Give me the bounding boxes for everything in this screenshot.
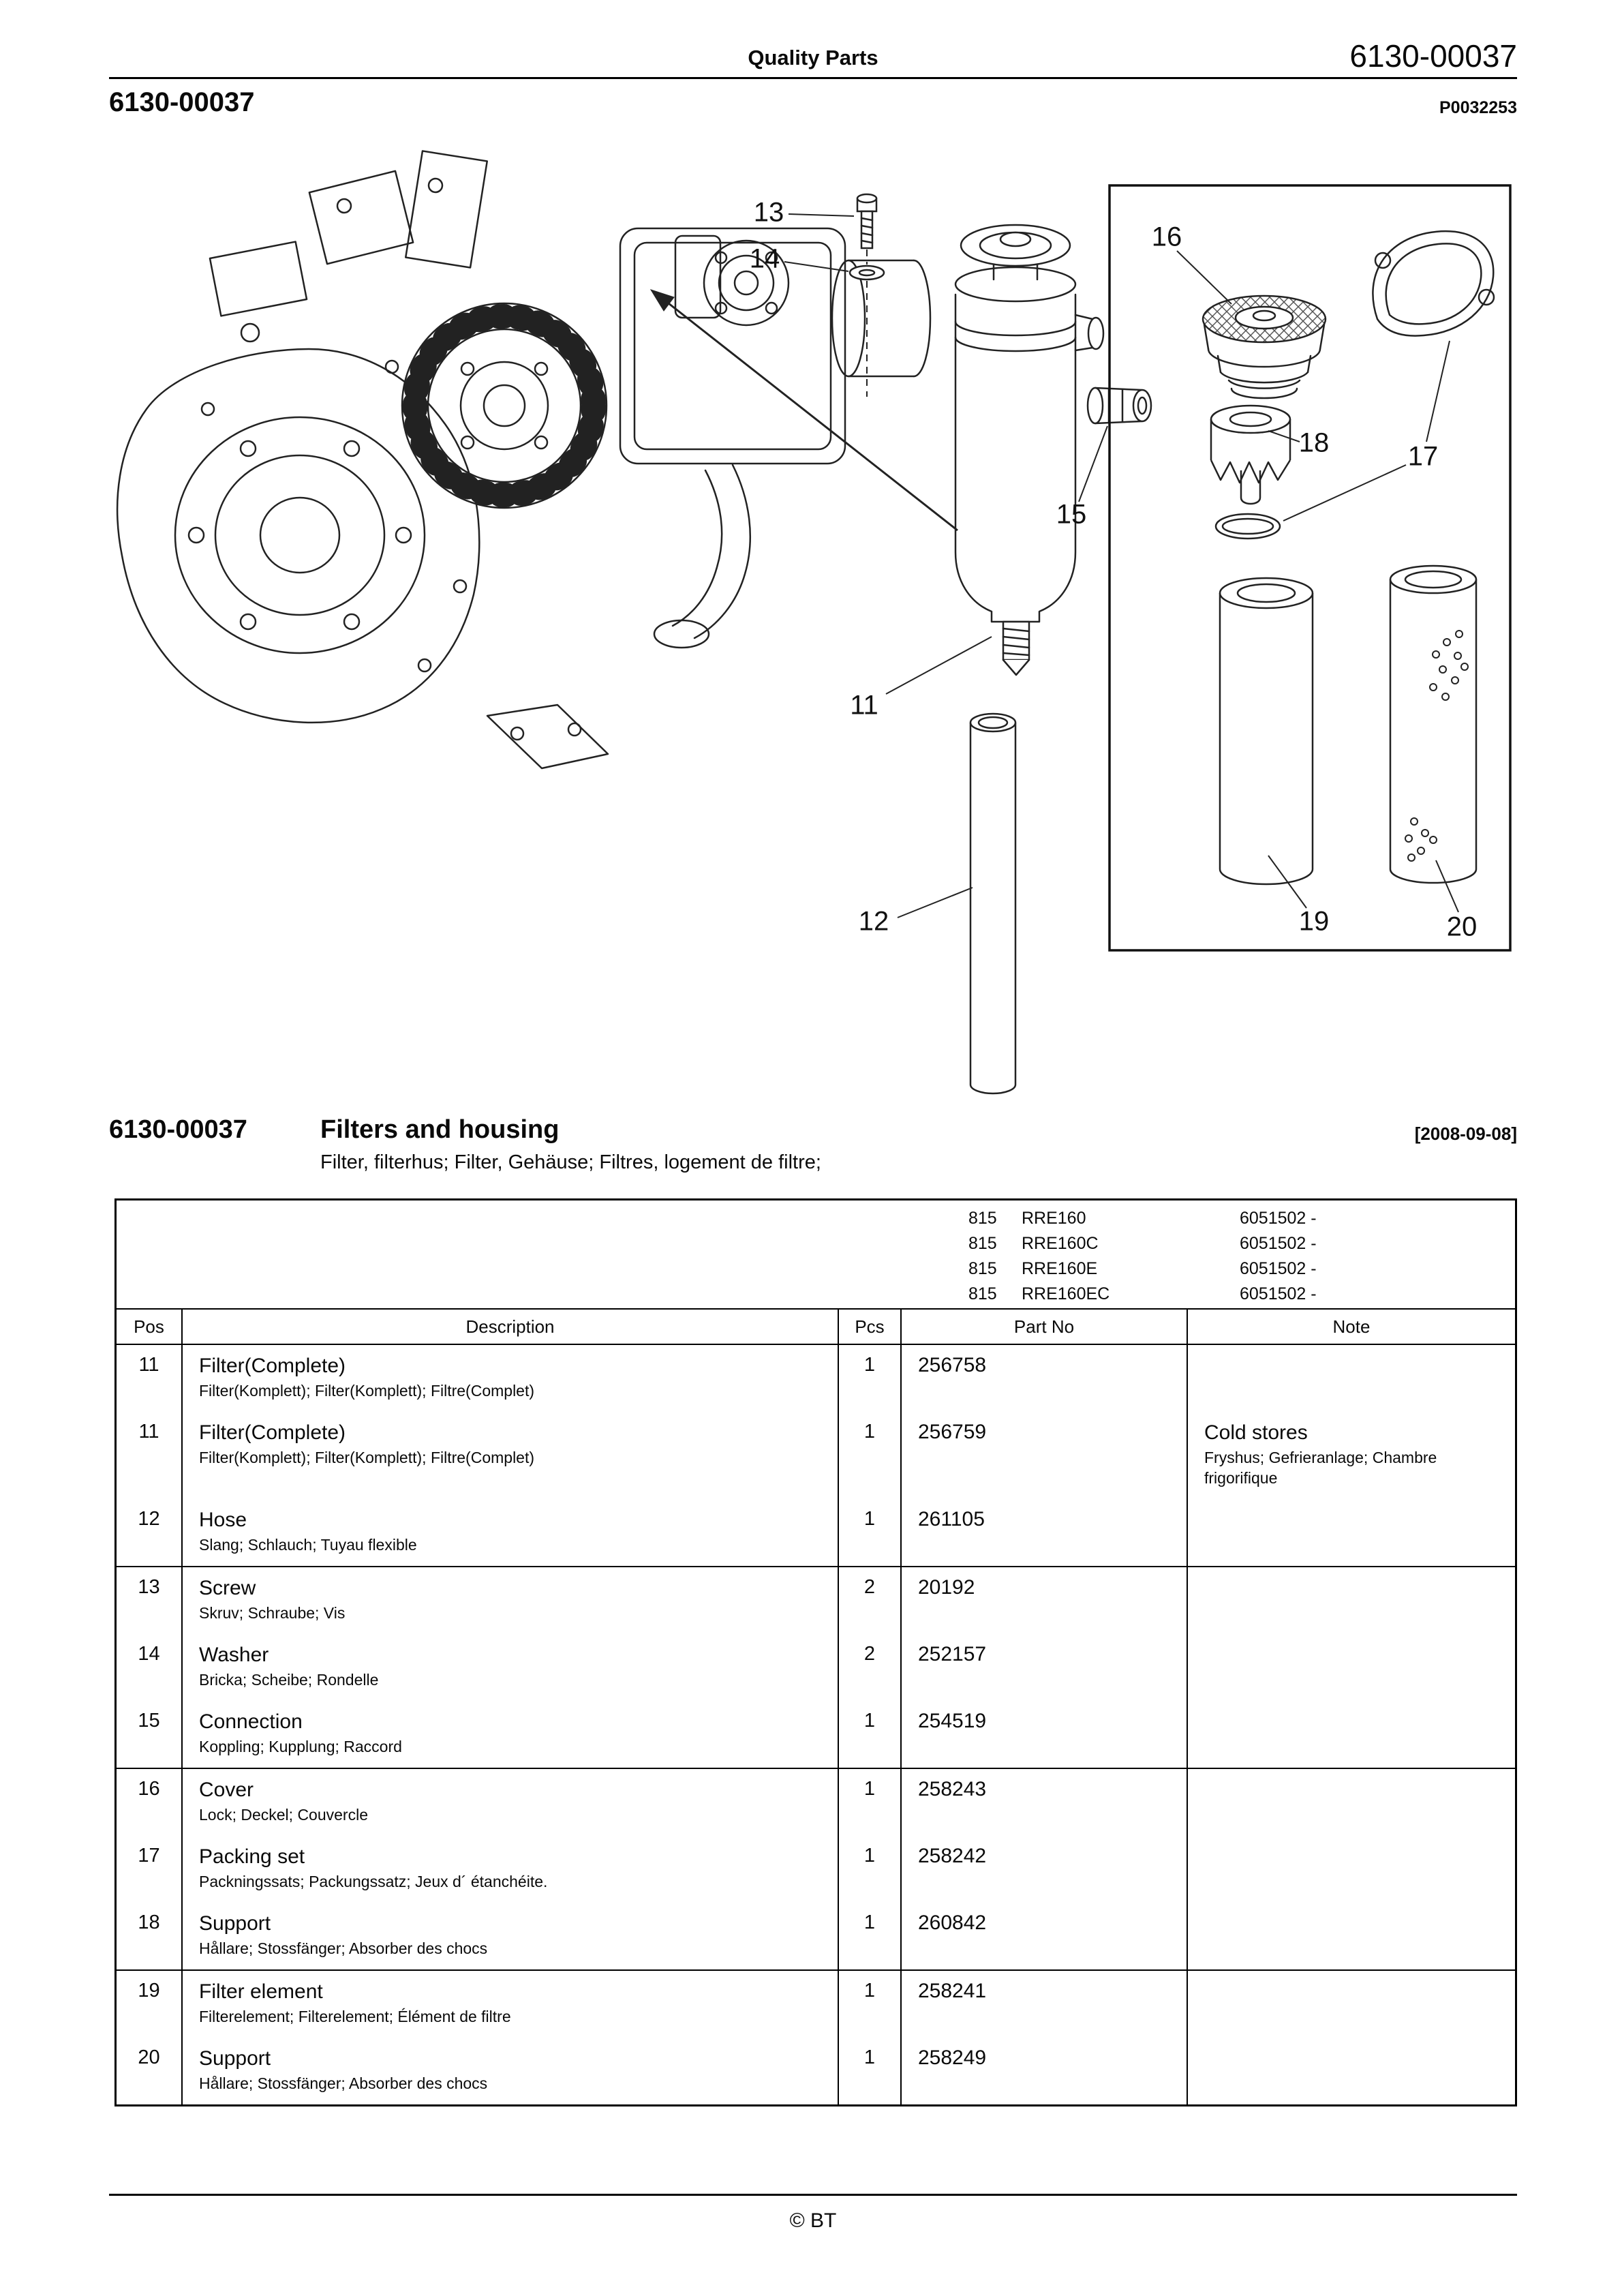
row-group [117,1567,1515,1769]
row-description-main: Washer [199,1644,269,1666]
col-header-pcs: Pcs [839,1310,902,1344]
row-note [1188,1971,1515,2038]
row-description-main: Packing set [199,1845,305,1868]
model-code: 815 [968,1284,997,1303]
row-group [117,1769,1515,1971]
row-pcs: 1 [839,1499,902,1566]
row-part-no: 258249 [902,2038,1188,2104]
model-name: RRE160EC [1022,1284,1110,1303]
callout-13: 13 [753,197,784,228]
row-description-main: Filter(Complete) [199,1355,346,1377]
table-row [117,1701,1515,1768]
row-group [117,1971,1515,2104]
row-pos: 11 [117,1345,183,1412]
row-note [1188,1701,1515,1768]
model-row [968,1282,1515,1307]
row-description [183,1634,839,1701]
doc-number-heading: 6130-00037 [109,87,255,117]
row-pcs: 1 [839,1836,902,1903]
plate-number: P0032253 [1439,98,1517,117]
row-pos: 20 [117,2038,183,2104]
row-description [183,1971,839,2038]
callout-11: 11 [850,690,878,721]
row-description-main: Support [199,2047,271,2070]
parts-table [114,1198,1517,2106]
part-16-cover [1203,296,1326,398]
row-part-no: 258241 [902,1971,1188,2038]
model-code: 815 [968,1234,997,1253]
row-note-main: Cold stores [1204,1421,1308,1444]
model-serial: 6051502 - [1240,1259,1317,1278]
row-pcs: 1 [839,1701,902,1768]
row-part-no: 256758 [902,1345,1188,1412]
row-part-no: 254519 [902,1701,1188,1768]
row-group [117,1345,1515,1567]
callout-15: 15 [1056,499,1087,530]
callout-12: 12 [858,906,889,937]
part-19-filter-element [1220,578,1313,884]
part-11-filter-housing [955,225,1103,675]
row-pos: 19 [117,1971,183,2038]
row-note [1188,1499,1515,1566]
leader-lines [784,214,1458,918]
header-center-title: Quality Parts [748,46,878,70]
part-18-support [1211,406,1290,504]
row-note-sub: Fryshus; Gefrieranlage; Chambre frigorifique [1204,1449,1437,1487]
callout-19: 19 [1298,906,1330,937]
models-box [117,1200,1515,1310]
row-note [1188,1567,1515,1634]
row-part-no: 258243 [902,1769,1188,1836]
row-pcs: 1 [839,1903,902,1969]
part-14-washer [850,266,884,280]
row-description-sub: Filterelement; Filterelement; Élément de filtre [199,2008,511,2025]
col-header-description: Description [183,1310,839,1344]
table-row [117,1567,1515,1634]
row-pcs: 2 [839,1634,902,1701]
row-pos: 11 [117,1412,183,1499]
row-pcs: 1 [839,1412,902,1499]
page-header [109,27,1517,79]
table-row [117,2038,1515,2104]
row-description-sub: Slang; Schlauch; Tuyau flexible [199,1536,417,1554]
section-heading [109,1115,1517,1174]
row-description-main: Filter(Complete) [199,1421,346,1444]
row-pos: 13 [117,1567,183,1634]
model-row [968,1206,1515,1231]
row-part-no: 256759 [902,1412,1188,1499]
row-pos: 16 [117,1769,183,1836]
header-doc-number: 6130-00037 [1349,38,1517,74]
row-description [183,1567,839,1634]
section-subtitle: Filter, filterhus; Filter, Gehäuse; Filtres, logement de filtre; [320,1151,821,1173]
row-part-no: 258242 [902,1836,1188,1903]
table-row [117,1769,1515,1836]
row-pos: 12 [117,1499,183,1566]
model-row [968,1231,1515,1256]
row-description-main: Support [199,1912,271,1935]
table-header-row [117,1310,1515,1345]
model-name: RRE160C [1022,1234,1099,1253]
table-row [117,1903,1515,1969]
table-row [117,1499,1515,1566]
row-description [183,1701,839,1768]
col-header-part-no: Part No [902,1310,1188,1344]
row-description-sub: Hållare; Stossfänger; Absorber des chocs [199,1939,488,1957]
row-description [183,2038,839,2104]
exploded-diagram [106,116,1516,1104]
row-pcs: 1 [839,1769,902,1836]
page-footer [109,2194,1517,2233]
table-row [117,1345,1515,1412]
machine-body [117,151,930,768]
row-pcs: 1 [839,1345,902,1412]
row-part-no: 252157 [902,1634,1188,1701]
row-part-no: 261105 [902,1499,1188,1566]
row-description-main: Connection [199,1710,303,1733]
row-description [183,1836,839,1903]
model-serial: 6051502 - [1240,1234,1317,1253]
row-note [1188,1836,1515,1903]
row-description-main: Cover [199,1779,254,1801]
title-row [109,87,1517,118]
row-pcs: 2 [839,1567,902,1634]
model-code: 815 [968,1209,997,1228]
model-name: RRE160 [1022,1209,1086,1228]
row-pos: 18 [117,1903,183,1969]
row-note [1188,1903,1515,1969]
row-description-sub: Hållare; Stossfänger; Absorber des chocs [199,2074,488,2092]
row-description-sub: Lock; Deckel; Couvercle [199,1806,368,1824]
part-20-support [1390,566,1476,883]
section-date: [2008-09-08] [1414,1123,1517,1144]
row-description-main: Filter element [199,1980,323,2003]
callout-18: 18 [1298,427,1330,458]
part-13-screw [857,194,876,248]
row-pcs: 1 [839,2038,902,2104]
part-17-packing-set [1216,231,1494,539]
row-note [1188,1412,1515,1499]
col-header-pos: Pos [117,1310,183,1344]
model-code: 815 [968,1259,997,1278]
part-15-connection [1088,388,1151,423]
row-description-sub: Skruv; Schraube; Vis [199,1604,346,1622]
row-description-sub: Koppling; Kupplung; Raccord [199,1738,402,1755]
table-row [117,1971,1515,2038]
row-description-main: Screw [199,1577,256,1599]
row-note [1188,1345,1515,1412]
col-header-note: Note [1332,1316,1371,1337]
table-row [117,1634,1515,1701]
callout-17: 17 [1407,441,1439,472]
table-row [117,1836,1515,1903]
exploded-diagram-area [106,116,1516,1104]
table-row [117,1412,1515,1499]
row-note [1188,1634,1515,1701]
row-part-no: 20192 [902,1567,1188,1634]
row-pcs: 1 [839,1971,902,2038]
row-note [1188,2038,1515,2104]
row-description [183,1769,839,1836]
row-description-sub: Bricka; Scheibe; Rondelle [199,1671,379,1689]
row-description-sub: Packningssats; Packungssatz; Jeux d´ étanchéite. [199,1873,548,1890]
row-part-no: 260842 [902,1903,1188,1969]
footer-brand: © BT [789,2209,837,2232]
row-description-sub: Filter(Komplett); Filter(Komplett); Filtre(Complet) [199,1449,535,1466]
callout-16: 16 [1151,222,1182,252]
row-pos: 15 [117,1701,183,1768]
model-serial: 6051502 - [1240,1209,1317,1228]
row-pos: 17 [117,1836,183,1903]
part-12-hose [970,714,1015,1093]
row-description-main: Hose [199,1509,247,1531]
model-row [968,1256,1515,1282]
model-name: RRE160E [1022,1259,1098,1278]
row-note [1188,1769,1515,1836]
section-title: Filters and housing [320,1115,560,1144]
row-description [183,1345,839,1412]
row-description [183,1903,839,1969]
callout-20: 20 [1446,911,1478,942]
row-description-sub: Filter(Komplett); Filter(Komplett); Filtre(Complet) [199,1382,535,1400]
row-pos: 14 [117,1634,183,1701]
row-description [183,1412,839,1499]
callout-14: 14 [749,243,780,274]
section-number: 6130-00037 [109,1115,247,1144]
model-serial: 6051502 - [1240,1284,1317,1303]
detail-box-frame [1110,185,1510,950]
assembly-arrow [651,290,958,530]
row-description [183,1499,839,1566]
